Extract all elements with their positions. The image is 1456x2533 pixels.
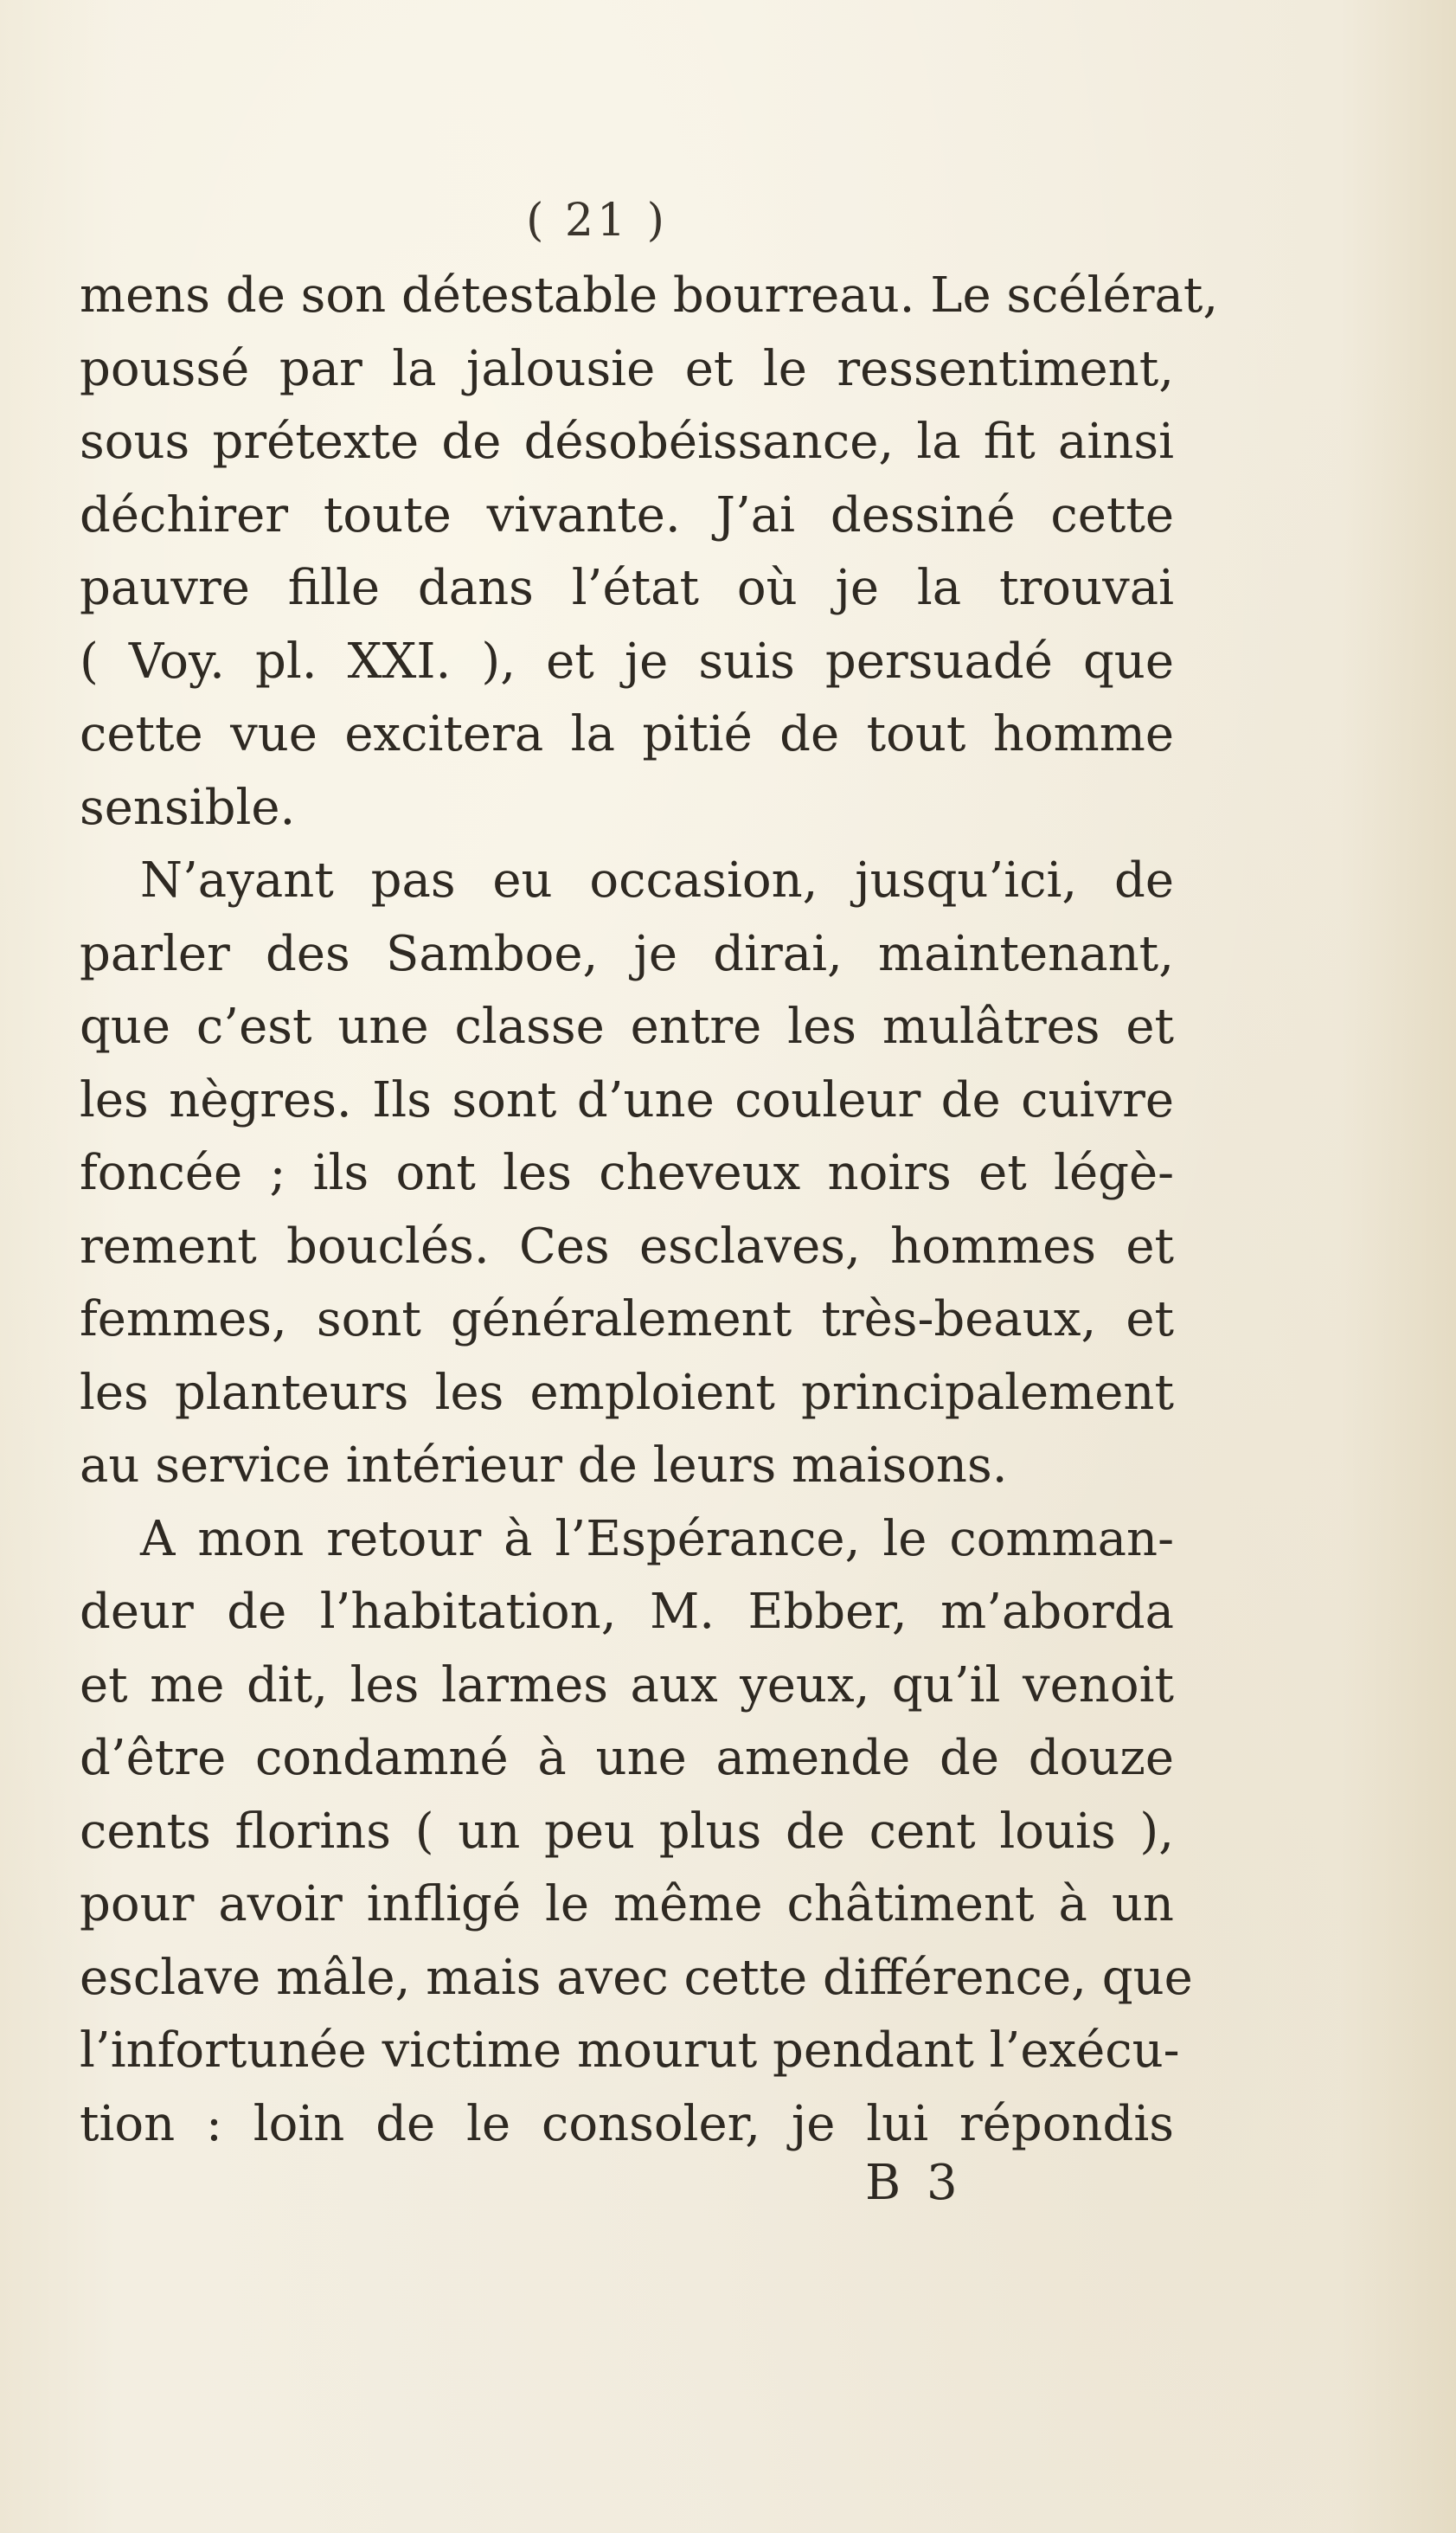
text-line: les nègres. Ils sont d’une couleur de cuivre — [80, 1071, 1174, 1128]
text-line: N’ayant pas eu occasion, jusqu’ici, de — [140, 852, 1174, 909]
text-line: foncée ; ils ont les cheveux noirs et légè- — [80, 1145, 1174, 1201]
text-line: parler des Samboe, je dirai, maintenant, — [80, 925, 1174, 982]
text-line: esclave mâle, mais avec cette différence, que — [80, 1949, 1193, 2006]
text-line: cette vue excitera la pitié de tout homme — [80, 706, 1174, 762]
text-line: cents florins ( un peu plus de cent louis ), — [80, 1803, 1174, 1860]
text-line: au service intérieur de leurs maisons. — [80, 1437, 1008, 1494]
text-line: tion : loin de le consoler, je lui répondis — [80, 2095, 1174, 2152]
text-line: déchirer toute vivante. J’ai dessiné cette — [80, 486, 1174, 543]
signature-mark: B 3 — [865, 2155, 963, 2211]
text-line: A mon retour à l’Espérance, le comman- — [140, 1510, 1174, 1567]
text-line: pour avoir infligé le même châtiment à un — [80, 1876, 1174, 1932]
text-line: femmes, sont généralement très-beaux, et — [80, 1291, 1174, 1347]
text-line: d’être condamné à une amende de douze — [80, 1730, 1174, 1786]
text-line: ( Voy. pl. XXI. ), et je suis persuadé que — [80, 633, 1174, 690]
text-line: pauvre fille dans l’état où je la trouvai — [80, 560, 1174, 616]
text-line: mens de son détestable bourreau. Le scélérat, — [80, 267, 1219, 324]
page-number: ( 21 ) — [526, 195, 668, 247]
text-line: deur de l’habitation, M. Ebber, m’aborda — [80, 1584, 1174, 1640]
body-text — [80, 260, 1219, 2161]
text-line: rement bouclés. Ces esclaves, hommes et — [80, 1218, 1174, 1275]
text-line: poussé par la jalousie et le ressentiment, — [80, 340, 1174, 397]
text-line: sous prétexte de désobéissance, la fit ainsi — [80, 414, 1174, 470]
text-line: que c’est une classe entre les mulâtres et — [80, 999, 1174, 1055]
text-line: et me dit, les larmes aux yeux, qu’il venoit — [80, 1656, 1174, 1713]
text-line: l’infortunée victime mourut pendant l’exécu- — [80, 2022, 1180, 2079]
text-line: les planteurs les emploient principalement — [80, 1364, 1174, 1421]
text-line: sensible. — [80, 779, 296, 836]
